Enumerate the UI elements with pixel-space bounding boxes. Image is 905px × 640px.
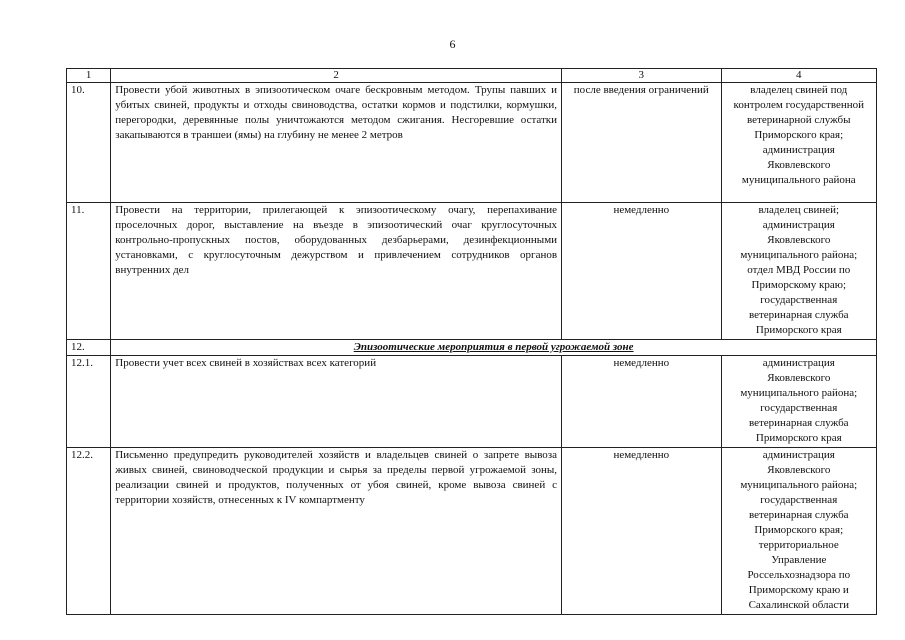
responsible-line: Приморского края <box>755 324 842 336</box>
responsible-line: Яковлевского <box>767 234 831 246</box>
responsible-line: администрация <box>762 219 835 231</box>
row-deadline: немедленно <box>562 203 722 340</box>
responsible-line: Приморскому краю; <box>751 279 847 291</box>
row-responsible <box>721 83 876 203</box>
responsible-line: Россельхознадзора по <box>747 569 851 581</box>
responsible-line: администрация <box>762 357 835 369</box>
row-responsible <box>721 203 876 340</box>
table-row <box>67 356 877 448</box>
row-deadline: немедленно <box>562 448 722 615</box>
measures-table <box>66 68 877 615</box>
header-col-4: 4 <box>721 69 876 83</box>
responsible-line: Приморского края <box>755 432 842 444</box>
responsible-line: Яковлевского <box>767 159 831 171</box>
responsible-line: муниципального района; <box>740 249 858 261</box>
responsible-line: Яковлевского <box>767 464 831 476</box>
responsible-line: государственная <box>760 402 838 414</box>
responsible-line: муниципального района <box>741 174 856 186</box>
row-number: 10. <box>67 83 111 203</box>
responsible-line: Сахалинской области <box>748 599 849 611</box>
responsible-line: владелец свиней под <box>750 84 848 96</box>
section-title: Эпизоотические мероприятия в первой угрожаемой зоне <box>111 340 877 356</box>
header-col-2: 2 <box>111 69 562 83</box>
responsible-line: Приморского края; <box>754 524 844 536</box>
row-number: 12.2. <box>67 448 111 615</box>
row-number: 12.1. <box>67 356 111 448</box>
section-number: 12. <box>67 340 111 356</box>
responsible-line: ветеринарной службы <box>747 114 851 126</box>
section-row <box>67 340 877 356</box>
table-header-row <box>67 69 877 83</box>
responsible-line: отдел МВД России по <box>747 264 851 276</box>
row-responsible <box>721 356 876 448</box>
row-number: 11. <box>67 203 111 340</box>
responsible-line: Управление <box>771 554 827 566</box>
responsible-line: государственная <box>760 294 838 306</box>
responsible-line: государственная <box>760 494 838 506</box>
responsible-line: муниципального района; <box>740 387 858 399</box>
row-action: Провести на территории, прилегающей к эпизоотическому очагу, перепахивание проселочных дорог, выставление на въезде в эпизоотический очаг круглосуточных контрольно-пропускных постов, оборудованных дезбарьерами, дезинфекционными установками, с круглосуточным дежурством и привлечением сотрудников органов внутренних дел <box>111 203 562 340</box>
row-responsible <box>721 448 876 615</box>
table-row <box>67 448 877 615</box>
responsible-line: ветеринарная служба <box>748 509 849 521</box>
table-row <box>67 83 877 203</box>
page-number: 6 <box>449 37 456 51</box>
responsible-line: Яковлевского <box>767 372 831 384</box>
row-action: Провести убой животных в эпизоотическом очаге бескровным методом. Трупы павших и убитых свиней, продукты и отходы свиноводства, остатки кормов и подстилки, кормушки, перегородки, деревянные полы уничтожаются методом сжигания. Несгоревшие остатки закапываются в траншеи (ямы) на глубину не менее 2 метров <box>111 83 562 203</box>
row-deadline: после введения ограничений <box>562 83 722 203</box>
responsible-line: администрация <box>762 144 835 156</box>
header-col-1: 1 <box>67 69 111 83</box>
responsible-line: муниципального района; <box>740 479 858 491</box>
header-col-3: 3 <box>562 69 722 83</box>
row-action: Письменно предупредить руководителей хозяйств и владельцев свиней о запрете вывоза живых свиней, свиноводческой продукции и сырья за пределы первой угрожаемой зоны, реализации свиней и продуктов, полученных от убоя свиней, кроме вывоза свиней с территории хозяйств, отнесенных к IV компартменту <box>111 448 562 615</box>
responsible-line: ветеринарная служба <box>748 417 849 429</box>
row-deadline: немедленно <box>562 356 722 448</box>
responsible-line: Приморского края; <box>754 129 844 141</box>
table-row <box>67 203 877 340</box>
responsible-line: владелец свиней; <box>758 204 840 216</box>
row-action: Провести учет всех свиней в хозяйствах всех категорий <box>111 356 562 448</box>
responsible-line: территориальное <box>758 539 839 551</box>
responsible-line: ветеринарная служба <box>748 309 849 321</box>
responsible-line: администрация <box>762 449 835 461</box>
responsible-line: контролем государственной <box>733 99 864 111</box>
responsible-line: Приморскому краю и <box>748 584 849 596</box>
